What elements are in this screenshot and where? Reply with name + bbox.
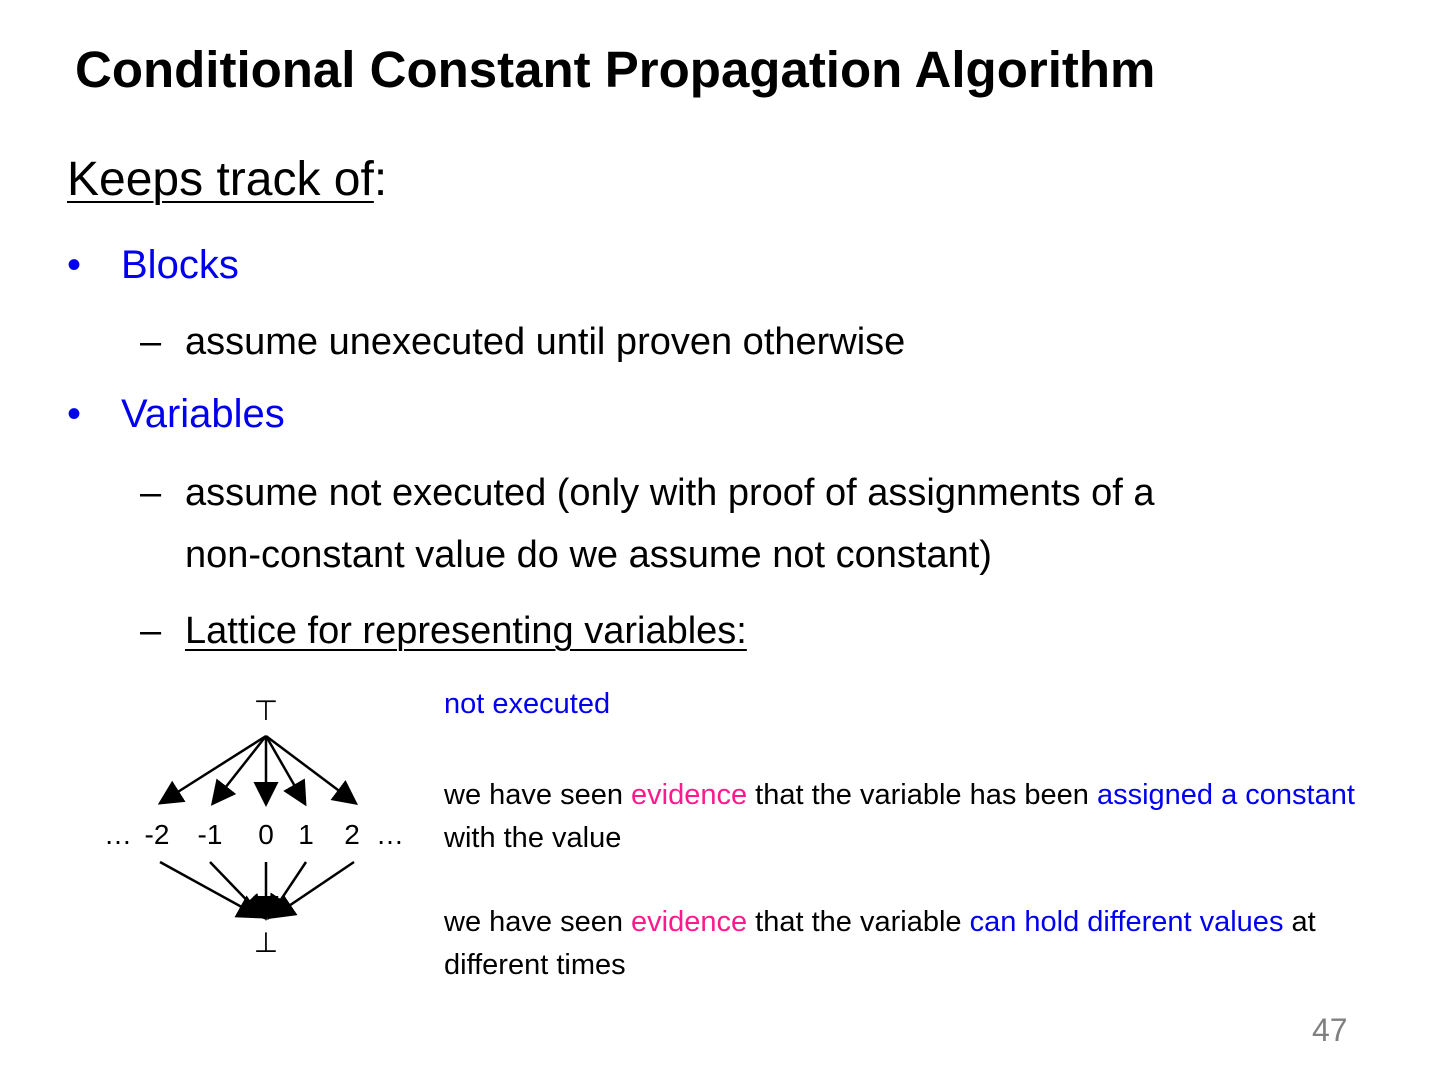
- edge-top-to-neg2: [162, 736, 266, 802]
- edge-2-to-bottom: [274, 862, 354, 916]
- lattice-node-neg1: -1: [197, 819, 223, 850]
- dash-icon: –: [140, 472, 162, 514]
- bullet-blocks-label: Blocks: [121, 243, 239, 287]
- sub-item-text-line2: non-constant value do we assume not constant): [185, 534, 992, 576]
- sub-item-text: assume unexecuted until proven otherwise: [185, 321, 906, 363]
- page-number: 47: [1312, 1012, 1348, 1048]
- edge-top-to-1: [266, 736, 304, 802]
- dash-icon: –: [140, 321, 162, 363]
- lattice-top-symbol: ⊤: [253, 695, 279, 726]
- lattice-diagram: [90, 690, 420, 970]
- lattice-node-neg2: -2: [144, 819, 170, 850]
- edge-neg1-to-bottom: [210, 862, 262, 916]
- heading-underlined-text: Keeps track of: [67, 153, 374, 206]
- slide-title: Conditional Constant Propagation Algorithm: [75, 41, 1156, 98]
- lattice-node-0: 0: [258, 819, 274, 850]
- text: at different times: [444, 906, 1316, 981]
- lattice-heading: Lattice for representing variables:: [185, 610, 747, 652]
- bullet-dot-icon: •: [67, 243, 82, 287]
- sub-item-text-line1: assume not executed (only with proof of assignments of a: [185, 472, 1155, 514]
- evidence-highlight: evidence: [631, 779, 748, 811]
- evidence-highlight: evidence: [631, 906, 748, 938]
- description-constant: [444, 774, 1364, 860]
- bullet-dot-icon: •: [67, 392, 82, 436]
- constant-highlight: assigned a constant: [1096, 779, 1355, 811]
- bullet-blocks: [67, 243, 239, 288]
- lattice-right-ellipsis: …: [376, 819, 404, 850]
- dash-icon: –: [140, 610, 162, 652]
- lattice-left-ellipsis: …: [104, 819, 132, 850]
- text: that the variable has been: [747, 779, 1097, 811]
- text: we have seen: [444, 779, 632, 811]
- lattice-node-2: 2: [344, 819, 360, 850]
- bullet-variables-label: Variables: [121, 392, 285, 436]
- bullet-variables: [67, 392, 285, 437]
- edge-top-to-2: [266, 736, 354, 802]
- text: we have seen: [444, 906, 632, 938]
- text: that the variable: [747, 906, 970, 938]
- lattice-node-1: 1: [298, 819, 314, 850]
- description-top: not executed: [444, 688, 611, 720]
- edge-top-to-neg1: [214, 736, 266, 802]
- heading-colon: :: [373, 153, 388, 206]
- text: with the value: [444, 822, 622, 854]
- different-values-highlight: can hold different values: [969, 906, 1284, 938]
- description-bottom: [444, 901, 1364, 987]
- keeps-track-heading: [67, 152, 387, 207]
- lattice-bottom-symbol: ⊥: [253, 927, 279, 958]
- edge-neg2-to-bottom: [160, 862, 258, 916]
